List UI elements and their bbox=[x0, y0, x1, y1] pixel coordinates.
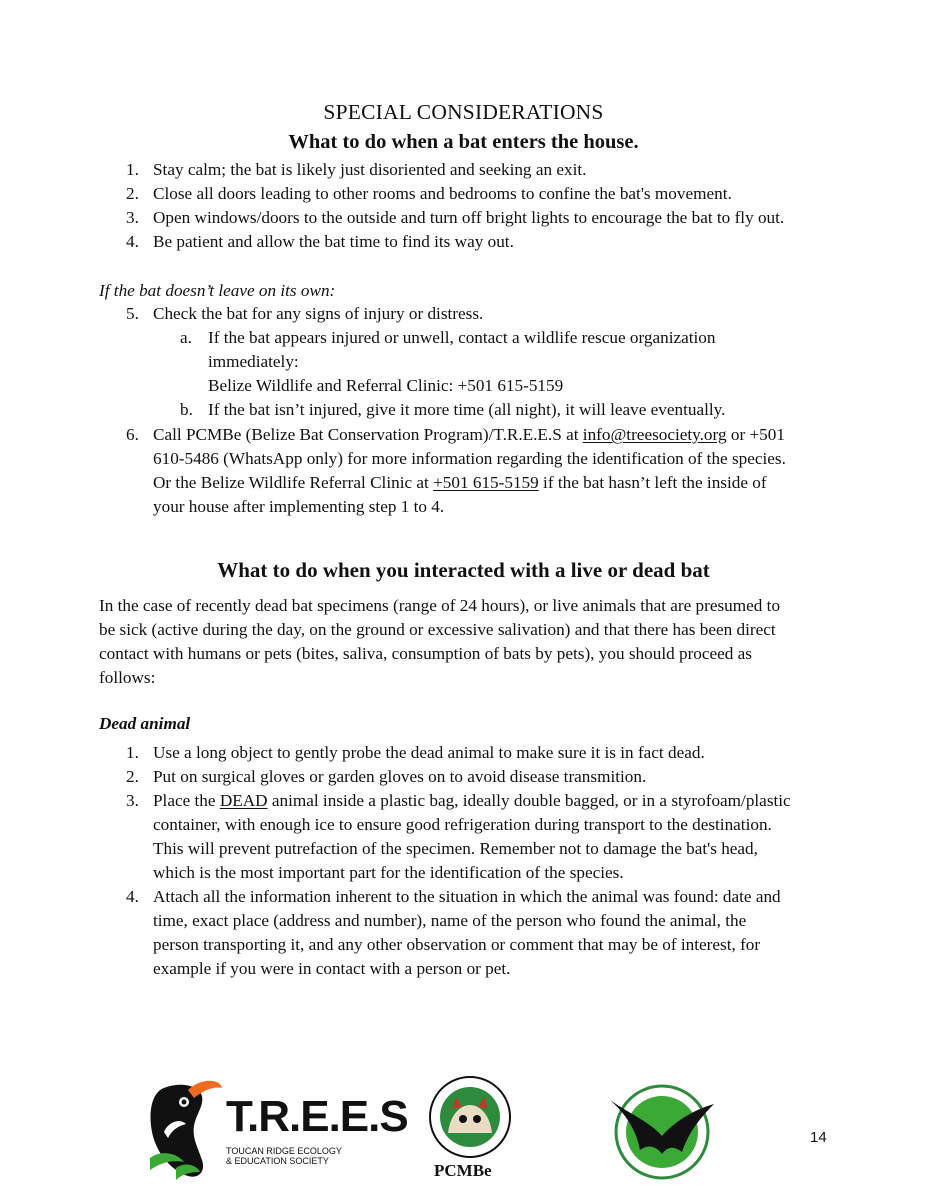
pcmbe-logo bbox=[420, 1075, 520, 1185]
list-item: 2. Close all doors leading to other rooms and bedrooms to confine the bat's movement. bbox=[126, 184, 732, 203]
dead-animal-label: Dead animal bbox=[99, 714, 191, 733]
dead-animal-steps bbox=[0, 741, 927, 981]
list-item: 1. Use a long object to gently probe the dead animal to make sure it is in fact dead. bbox=[126, 743, 705, 762]
step5-block bbox=[0, 302, 927, 422]
trees-wordmark: T.R.E.E.S bbox=[226, 1092, 408, 1141]
step6-line3: Or the Belize Wildlife Referral Clinic at +501 615-5159 if the bat hasn’t left the inside of bbox=[153, 473, 767, 492]
trees-tagline-1: TOUCAN RIDGE ECOLOGY bbox=[226, 1146, 342, 1156]
list-item: 5. Check the bat for any signs of injury or distress. bbox=[126, 304, 484, 323]
page-number: 14 bbox=[810, 1129, 827, 1146]
list-item: 6. Call PCMBe (Belize Bat Conservation Program)/T.R.E.E.S at info@treesociety.org or +501 610-5486 (WhatsApp only) for more information regarding the identification of the species. Or the Belize Wildlife Referral Clinic at +501 615-5159 if the bat hasn’t left the inside of your house after implementing step 1 to 4. bbox=[0, 423, 927, 519]
email-link[interactable]: info@treesociety.org bbox=[582, 425, 727, 444]
interaction-paragraph: In the case of recently dead bat specimens (range of 24 hours), or live animals that are presumed to be sick (active during the day, on the ground or excessive salivation) and that there has been direct contact with humans or pets (bites, saliva, consumption of bats by pets), you should proceed as follows: bbox=[99, 596, 781, 687]
step6-line2: 610-5486 (WhatsApp only) for more information regarding the identification of the species. bbox=[153, 449, 786, 468]
house-steps-list bbox=[0, 158, 927, 254]
step6-block bbox=[0, 423, 927, 519]
list-item: 4. Attach all the information inherent to the situation in which the animal was found: date and time, exact place (address and number), name of the person who found the animal, the person transporting it, and any other observation or comment that may be of interest, for example if you were in contact with a person or pet. bbox=[126, 887, 781, 978]
step6-line1: Call PCMBe (Belize Bat Conservation Program)/T.R.E.E.S at info@treesociety.org or +501 bbox=[153, 425, 785, 444]
trees-tagline-2: & EDUCATION SOCIETY bbox=[226, 1156, 329, 1166]
flying-bat-icon bbox=[606, 1080, 718, 1182]
section-subtitle: What to do when a bat enters the house. bbox=[288, 131, 639, 153]
if-not-leave-label: If the bat doesn’t leave on its own: bbox=[99, 281, 336, 300]
relcom-logo bbox=[606, 1080, 718, 1182]
list-item: 3. Place the DEAD animal inside a plastic bag, ideally double bagged, or in a styrofoam/plastic container, with enough ice to ensure good refrigeration during transport to the destination. This will prevent putrefaction of the specimen. Remember not to damage the bat's head, which is the most important part for the identification of the species. bbox=[126, 791, 791, 882]
interaction-heading: What to do when you interacted with a live or dead bat bbox=[217, 558, 710, 582]
sub-list-item: b. If the bat isn’t injured, give it more time (all night), it will leave eventually. bbox=[180, 400, 726, 419]
list-item: 4. Be patient and allow the bat time to find its way out. bbox=[126, 232, 514, 251]
pcmbe-bat-emblem-icon bbox=[420, 1075, 520, 1161]
list-item: 1. Stay calm; the bat is likely just disoriented and seeking an exit. bbox=[126, 160, 587, 179]
phone-link[interactable]: +501 615-5159 bbox=[433, 473, 539, 492]
step6-line4: your house after implementing step 1 to 4. bbox=[153, 497, 445, 516]
list-item: 2. Put on surgical gloves or garden gloves on to avoid disease transmition. bbox=[126, 767, 647, 786]
dead-emphasis: DEAD bbox=[219, 791, 268, 810]
section-title: SPECIAL CONSIDERATIONS bbox=[323, 100, 604, 124]
sub-list-item-continuation: immediately: bbox=[208, 352, 299, 371]
sub-list-item: a. If the bat appears injured or unwell, contact a wildlife rescue organization bbox=[180, 328, 716, 347]
clinic-contact: Belize Wildlife and Referral Clinic: +501 615-5159 bbox=[208, 376, 564, 395]
list-item: 3. Open windows/doors to the outside and turn off bright lights to encourage the bat to fly out. bbox=[126, 208, 785, 227]
trees-logo bbox=[142, 1072, 408, 1184]
pcmbe-wordmark: PCMBe bbox=[434, 1161, 492, 1180]
